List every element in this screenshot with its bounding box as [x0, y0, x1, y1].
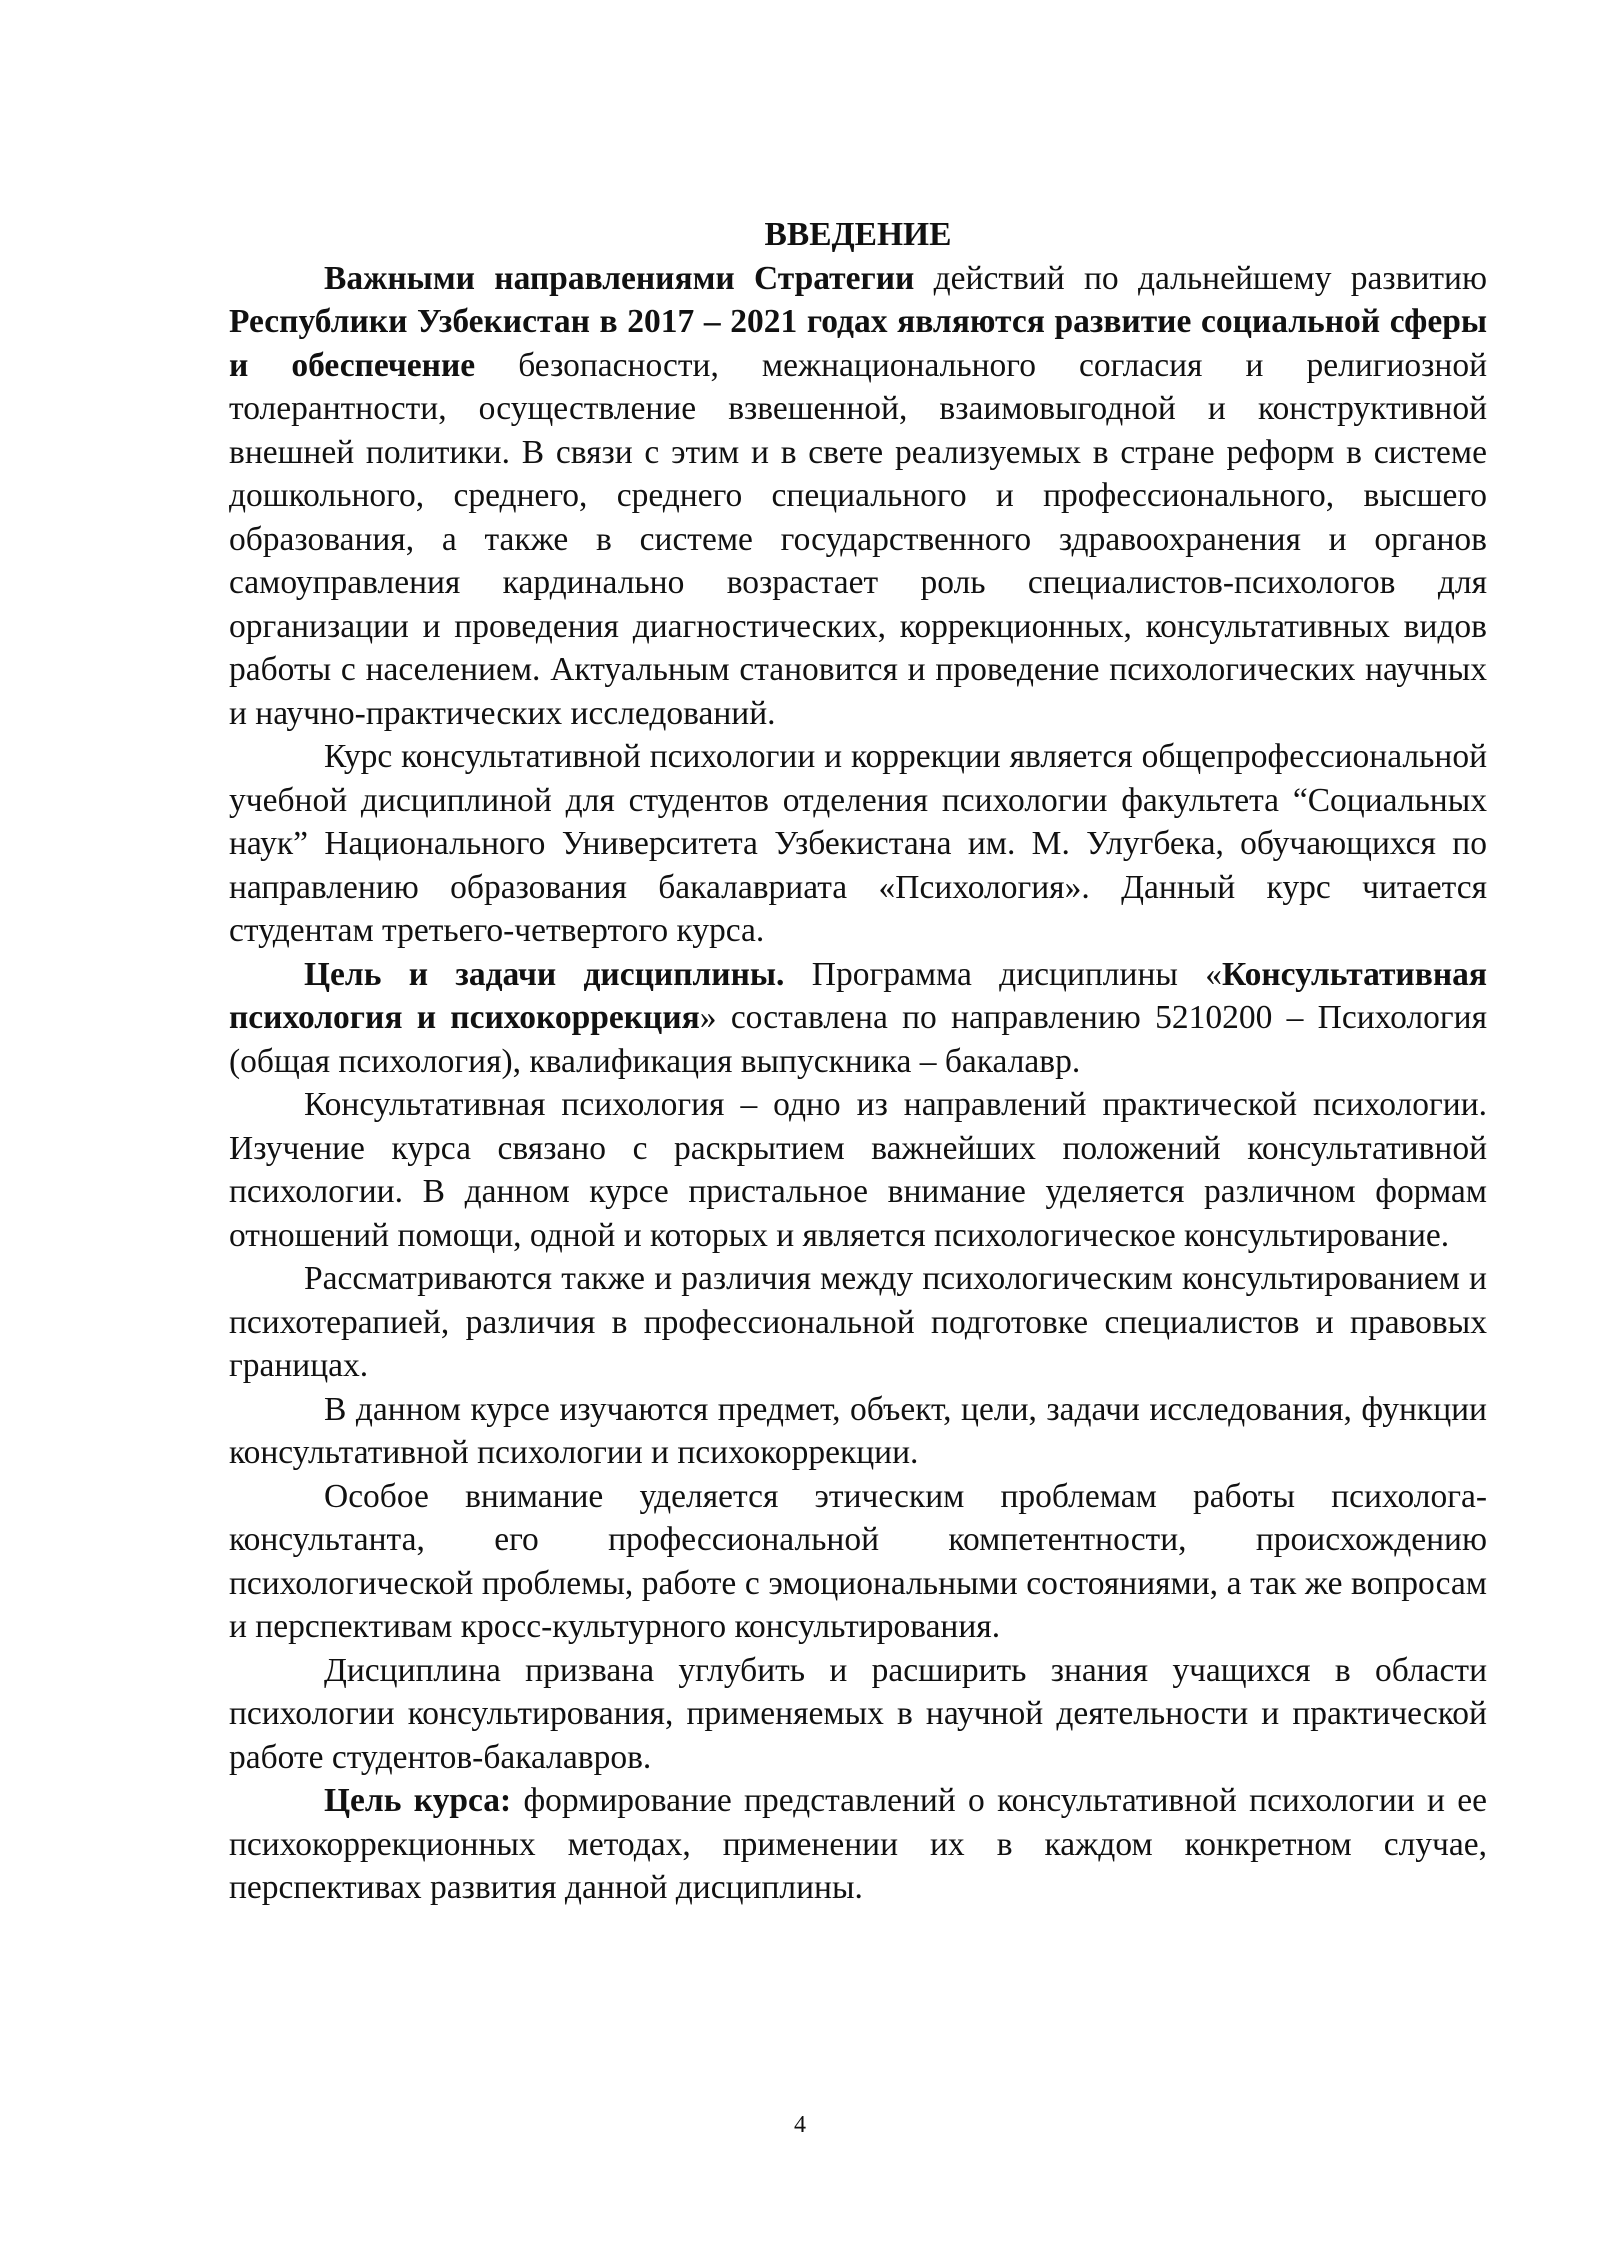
- page-content: [229, 213, 1487, 1910]
- text: » составлена по направлению 5210200 – Психология (общая психология), квалификация выпускника – бакалавр.: [229, 999, 1487, 1080]
- bold-text: Республики Узбекистан в 2017 – 2021 годах являются развитие социальной сферы и обеспечение: [229, 303, 1487, 384]
- paragraph-discipline: Дисциплина призвана углубить и расширить знания учащихся в области психологии консультирования, применяемых в научной деятельности и практической работе студентов-бакалавров.: [229, 1651, 1487, 1776]
- paragraph-ethics: Особое внимание уделяется этическим проблемам работы психолога-консультанта, его профессиональной компетентности, происхождению психологической проблемы, работе с эмоциональными состояниями, а так же вопросам и перспективам кросс-культурного консультирования.: [229, 1477, 1487, 1645]
- text: безопасности, межнационального согласия и религиозной толерантности, осуществление взвешенной, взаимовыгодной и конструктивной внешней политики. В связи с этим и в свете реализуемых в стране реформ в системе дошкольного, среднего, среднего специального и профессионального, высшего образования, а также в системе государственного здравоохранения и органов самоуправления кардинально возрастает роль специалистов-психологов для организации и проведения диагностических, коррекционных, консультативных видов работы с населением. Актуальным становится и проведение психологических научных и научно-практических исследований.: [229, 346, 1488, 732]
- bold-text: Цель и задачи дисциплины.: [304, 955, 785, 993]
- paragraph-subject: В данном курсе изучаются предмет, объект, цели, задачи исследования, функции консультативной психологии и психокоррекции.: [229, 1390, 1487, 1471]
- bold-text: Консультативная психология и психокоррекция: [229, 955, 1487, 1036]
- paragraph-differences: Рассматриваются также и различия между психологическим консультированием и психотерапией, различия в профессиональной подготовке специалистов и правовых границах.: [229, 1260, 1487, 1384]
- text: действий по дальнейшему развитию: [914, 259, 1487, 297]
- bold-text: Цель курса:: [324, 1782, 512, 1819]
- paragraph-consulting: Консультативная психология – одно из направлений практической психологии. Изучение курса связано с раскрытием важнейших положений консультативной психологии. В данном курсе пристальное внимание уделяется различном формам отношений помощи, одной и которых и является психологическое консультирование.: [229, 1086, 1487, 1254]
- paragraph-course-goal: [229, 1779, 1487, 1910]
- paragraph-course: Курс консультативной психологии и коррекции является общепрофессиональной учебной дисциплиной для студентов отделения психологии факультета “Социальных наук” Национального Университета Узбекистана им. М. Улугбека, обучающихся по направлению образования бакалавриата «Психология». Данный курс читается студентам третьего-четвертого курса.: [229, 738, 1487, 949]
- bold-text: Важными направлениями Стратегии: [324, 259, 915, 297]
- paragraph-goals: [229, 953, 1487, 1084]
- paragraph-strategy: [229, 257, 1487, 736]
- section-title: ВВЕДЕНИЕ: [764, 216, 952, 253]
- page-number: 4: [794, 2112, 806, 2138]
- text: Программа дисциплины «: [784, 955, 1222, 993]
- text: формирование представлений о консультативной психологии и ее психокоррекционных методах, применении их в каждом конкретном случае, перспективах развития данной дисциплины.: [229, 1782, 1487, 1906]
